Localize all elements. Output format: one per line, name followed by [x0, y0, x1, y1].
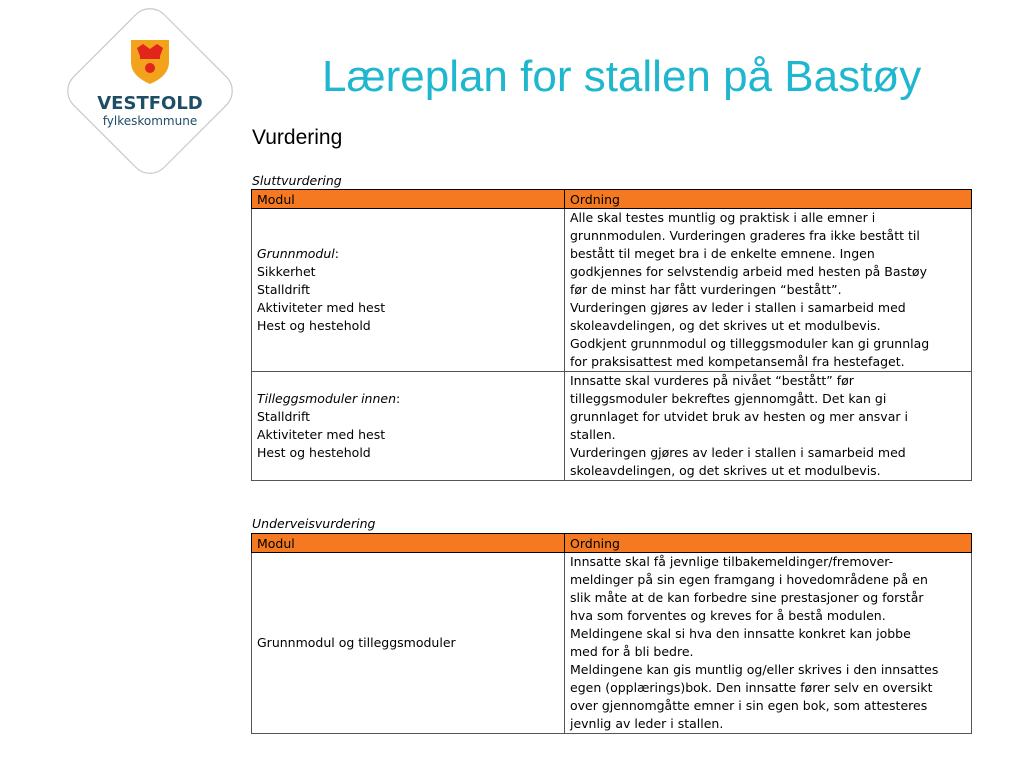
logo-subname: fylkeskommune: [102, 114, 198, 128]
ordning-line: slik måte at de kan forbedre sine prestasjoner og forstår: [570, 590, 924, 605]
ordning-line: hva som forventes og kreves for å bestå modulen.: [570, 608, 886, 623]
column-header-ordning: Ordning: [565, 190, 972, 209]
column-header-modul: Modul: [252, 190, 565, 209]
ordning-line: egen (opplærings)bok. Den innsatte fører selv en oversikt: [570, 680, 933, 695]
modul-item: Aktiviteter med hest: [257, 300, 386, 315]
ordning-line: for praksisattest med kompetansemål fra hestefaget.: [570, 354, 905, 369]
modul-item: Hest og hestehold: [257, 318, 371, 333]
logo-graphic: [59, 0, 241, 182]
ordning-line: Godkjent grunnmodul og tilleggsmoduler kan gi grunnlag: [570, 336, 930, 351]
modul-title: Tilleggsmoduler innen: [257, 391, 397, 406]
ordning-line: godkjennes for selvstendig arbeid med hesten på Bastøy: [570, 264, 927, 279]
sluttvurdering-table: [251, 189, 972, 481]
ordning-line: før de minst har fått vurderingen “bestått”.: [570, 282, 842, 297]
modul-item: Aktiviteter med hest: [257, 427, 386, 442]
column-header-ordning: Ordning: [565, 534, 972, 553]
ordning-line: skoleavdelingen, og det skrives ut et modulbevis.: [570, 463, 881, 478]
ordning-line: Alle skal testes muntlig og praktisk i alle emner i: [570, 210, 876, 225]
ordning-line: Innsatte skal vurderes på nivået “bestått” før: [570, 373, 854, 388]
ordning-line: grunnlaget for utvidet bruk av hesten og mer ansvar i: [570, 409, 908, 424]
ordning-line: Meldingene skal si hva den innsatte konkret kan jobbe: [570, 626, 911, 641]
table-row: [252, 209, 972, 372]
ordning-cell: [565, 372, 972, 481]
ordning-line: grunnmodulen. Vurderingen graderes fra ikke bestått til: [570, 228, 920, 243]
ordning-cell: [565, 209, 972, 372]
logo-name: VESTFOLD: [97, 93, 203, 114]
ordning-line: Innsatte skal få jevnlige tilbakemeldinger/fremover-: [570, 554, 894, 569]
table-row: [252, 372, 972, 481]
column-header-modul: Modul: [252, 534, 565, 553]
ordning-line: Vurderingen gjøres av leder i stallen i samarbeid med: [570, 445, 906, 460]
modul-cell: Grunnmodul: Sikkerhet Stalldrift Aktiviteter med hest Hest og hestehold: [252, 209, 565, 372]
modul-item: Hest og hestehold: [257, 445, 371, 460]
modul-item: Stalldrift: [257, 409, 311, 424]
ordning-line: Vurderingen gjøres av leder i stallen i samarbeid med: [570, 300, 906, 315]
table-row: [252, 553, 972, 734]
ordning-line: stallen.: [570, 427, 616, 442]
modul-text: Grunnmodul og tilleggsmoduler: [257, 635, 456, 650]
modul-cell: Tilleggsmoduler innen: Stalldrift Aktiviteter med hest Hest og hestehold: [252, 372, 565, 481]
ordning-line: Meldingene kan gis muntlig og/eller skrives i den innsattes: [570, 662, 939, 677]
modul-item: Stalldrift: [257, 282, 311, 297]
ordning-line: skoleavdelingen, og det skrives ut et modulbevis.: [570, 318, 881, 333]
ordning-line: tilleggsmoduler bekreftes gjennomgått. Det kan gi: [570, 391, 887, 406]
page-title: Læreplan for stallen på Bastøy: [322, 52, 922, 101]
ordning-line: med for å bli bedre.: [570, 644, 694, 659]
modul-item: Sikkerhet: [257, 264, 316, 279]
vestfold-logo: [59, 0, 241, 182]
ordning-line: over gjennomgåtte emner i sin egen bok, som attesteres: [570, 698, 928, 713]
ordning-line: bestått til meget bra i de enkelte emnene. Ingen: [570, 246, 875, 261]
underveisvurdering-label: Underveisvurdering: [252, 516, 376, 531]
table-header-row: [252, 534, 972, 553]
ordning-line: meldinger på sin egen framgang i hovedområdene på en: [570, 572, 928, 587]
table-header-row: [252, 190, 972, 209]
section-heading: Vurdering: [252, 126, 343, 149]
ordning-line: jevnlig av leder i stallen.: [570, 716, 724, 731]
modul-title: Grunnmodul: [257, 246, 335, 261]
modul-cell: [252, 553, 565, 734]
underveisvurdering-table: [251, 533, 972, 734]
ordning-cell: [565, 553, 972, 734]
sluttvurdering-label: Sluttvurdering: [252, 173, 342, 188]
